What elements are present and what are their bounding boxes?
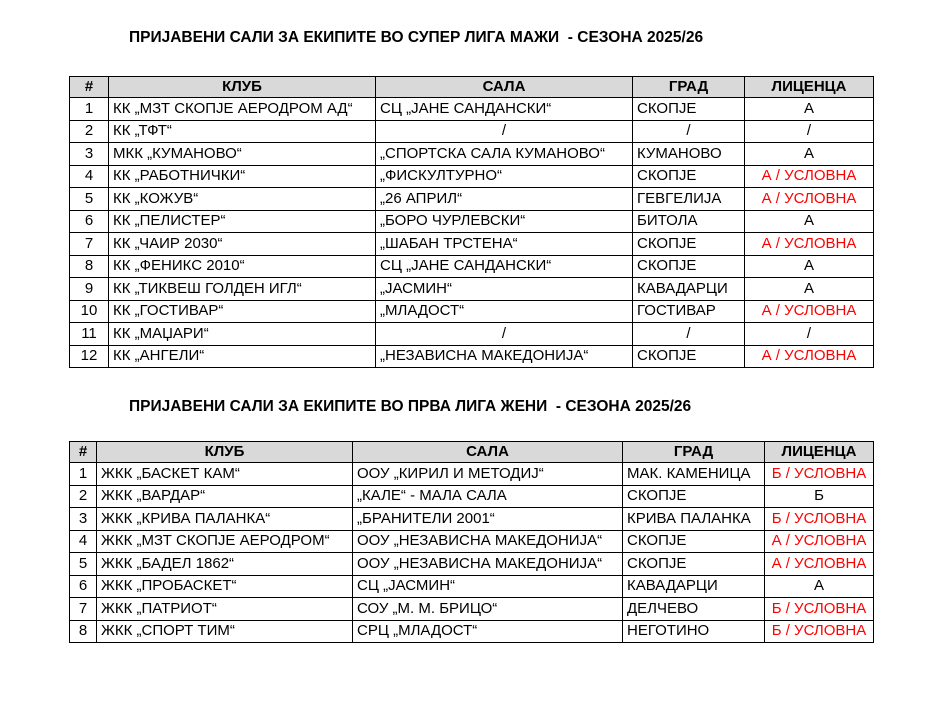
table-row <box>70 553 874 576</box>
club-cell: ЖКК „ПРОБАСКЕТ“ <box>97 575 353 598</box>
city-cell: СКОПЈЕ <box>623 553 765 576</box>
row-number-cell: 12 <box>70 345 109 368</box>
city-cell: СКОПЈЕ <box>633 255 745 278</box>
table-row <box>70 485 874 508</box>
hall-cell: СРЦ „МЛАДОСТ“ <box>353 620 623 643</box>
license-cell: / <box>745 323 874 346</box>
license-cell: А <box>745 255 874 278</box>
hall-cell: ООУ „КИРИЛ И МЕТОДИЈ“ <box>353 463 623 486</box>
city-cell: / <box>633 120 745 143</box>
club-cell: КК „МАЏАРИ“ <box>109 323 376 346</box>
table-header-row <box>70 442 874 463</box>
hall-cell: / <box>376 323 633 346</box>
club-cell: ЖКК „СПОРТ ТИМ“ <box>97 620 353 643</box>
club-cell: ЖКК „БАДЕЛ 1862“ <box>97 553 353 576</box>
license-cell: А <box>745 143 874 166</box>
table-row <box>70 300 874 323</box>
row-number-cell: 8 <box>70 255 109 278</box>
row-number-cell: 1 <box>70 463 97 486</box>
city-cell: КРИВА ПАЛАНКА <box>623 508 765 531</box>
hall-cell: СЦ „ЈАНЕ САНДАНСКИ“ <box>376 255 633 278</box>
city-cell: / <box>633 323 745 346</box>
license-cell: Б / УСЛОВНА <box>765 463 874 486</box>
header-hall: САЛА <box>353 442 623 463</box>
city-cell: БИТОЛА <box>633 210 745 233</box>
city-cell: НЕГОТИНО <box>623 620 765 643</box>
city-cell: СКОПЈЕ <box>633 345 745 368</box>
table-row <box>70 575 874 598</box>
club-cell: КК „АНГЕЛИ“ <box>109 345 376 368</box>
hall-cell: „ШАБАН ТРСТЕНА“ <box>376 233 633 256</box>
club-cell: КК „МЗТ СКОПЈЕ АЕРОДРОМ АД“ <box>109 98 376 121</box>
license-cell: А / УСЛОВНА <box>745 188 874 211</box>
club-cell: КК „ПЕЛИСТЕР“ <box>109 210 376 233</box>
women-halls-table <box>69 441 874 643</box>
table-row <box>70 323 874 346</box>
club-cell: КК „РАБОТНИЧКИ“ <box>109 165 376 188</box>
city-cell: СКОПЈЕ <box>623 485 765 508</box>
women-league-title: ПРИЈАВЕНИ САЛИ ЗА ЕКИПИТЕ ВО ПРВА ЛИГА ЖЕНИ - СЕЗОНА 2025/26 <box>129 398 692 415</box>
row-number-cell: 9 <box>70 278 109 301</box>
hall-cell: СОУ „М. М. БРИЦО“ <box>353 598 623 621</box>
club-cell: КК „ГОСТИВАР“ <box>109 300 376 323</box>
table-row <box>70 165 874 188</box>
license-cell: А <box>765 575 874 598</box>
club-cell: ЖКК „КРИВА ПАЛАНКА“ <box>97 508 353 531</box>
license-cell: Б / УСЛОВНА <box>765 508 874 531</box>
license-cell: А <box>745 278 874 301</box>
table-row <box>70 233 874 256</box>
women-table-body <box>70 463 874 643</box>
license-cell: Б / УСЛОВНА <box>765 620 874 643</box>
hall-cell: СЦ „ЈАСМИН“ <box>353 575 623 598</box>
men-league-title: ПРИЈАВЕНИ САЛИ ЗА ЕКИПИТЕ ВО СУПЕР ЛИГА МАЖИ - СЕЗОНА 2025/26 <box>129 29 704 46</box>
row-number-cell: 7 <box>70 233 109 256</box>
club-cell: КК „ТИКВЕШ ГОЛДЕН ИГЛ“ <box>109 278 376 301</box>
hall-cell: ООУ „НЕЗАВИСНА МАКЕДОНИЈА“ <box>353 530 623 553</box>
city-cell: ГЕВГЕЛИЈА <box>633 188 745 211</box>
hall-cell: / <box>376 120 633 143</box>
city-cell: КАВАДАРЦИ <box>623 575 765 598</box>
city-cell: СКОПЈЕ <box>633 165 745 188</box>
license-cell: Б / УСЛОВНА <box>765 598 874 621</box>
city-cell: КАВАДАРЦИ <box>633 278 745 301</box>
header-license: ЛИЦЕНЦА <box>745 77 874 98</box>
license-cell: А / УСЛОВНА <box>745 300 874 323</box>
men-halls-table <box>69 76 874 368</box>
row-number-cell: 1 <box>70 98 109 121</box>
hall-cell: „НЕЗАВИСНА МАКЕДОНИЈА“ <box>376 345 633 368</box>
table-row <box>70 508 874 531</box>
club-cell: КК „ТФТ“ <box>109 120 376 143</box>
header-license: ЛИЦЕНЦА <box>765 442 874 463</box>
city-cell: СКОПЈЕ <box>623 530 765 553</box>
header-city: ГРАД <box>623 442 765 463</box>
hall-cell: СЦ „ЈАНЕ САНДАНСКИ“ <box>376 98 633 121</box>
club-cell: ЖКК „ПАТРИОТ“ <box>97 598 353 621</box>
table-header-row <box>70 77 874 98</box>
license-cell: Б <box>765 485 874 508</box>
city-cell: СКОПЈЕ <box>633 233 745 256</box>
club-cell: КК „ЧАИР 2030“ <box>109 233 376 256</box>
license-cell: А / УСЛОВНА <box>765 530 874 553</box>
header-city: ГРАД <box>633 77 745 98</box>
hall-cell: ООУ „НЕЗАВИСНА МАКЕДОНИЈА“ <box>353 553 623 576</box>
table-row <box>70 620 874 643</box>
header-club: КЛУБ <box>109 77 376 98</box>
city-cell: КУМАНОВО <box>633 143 745 166</box>
club-cell: КК „ФЕНИКС 2010“ <box>109 255 376 278</box>
header-num: # <box>70 442 97 463</box>
table-row <box>70 530 874 553</box>
header-club: КЛУБ <box>97 442 353 463</box>
city-cell: ГОСТИВАР <box>633 300 745 323</box>
header-hall: САЛА <box>376 77 633 98</box>
city-cell: ДЕЛЧЕВО <box>623 598 765 621</box>
hall-cell: „БОРО ЧУРЛЕВСКИ“ <box>376 210 633 233</box>
hall-cell: „ФИСКУЛТУРНО“ <box>376 165 633 188</box>
table-row <box>70 345 874 368</box>
license-cell: А / УСЛОВНА <box>765 553 874 576</box>
row-number-cell: 11 <box>70 323 109 346</box>
hall-cell: „26 АПРИЛ“ <box>376 188 633 211</box>
row-number-cell: 4 <box>70 530 97 553</box>
table-row <box>70 188 874 211</box>
table-row <box>70 255 874 278</box>
hall-cell: „СПОРТСКА САЛА КУМАНОВО“ <box>376 143 633 166</box>
table-row <box>70 210 874 233</box>
license-cell: А / УСЛОВНА <box>745 233 874 256</box>
row-number-cell: 5 <box>70 553 97 576</box>
table-row <box>70 598 874 621</box>
row-number-cell: 4 <box>70 165 109 188</box>
license-cell: А <box>745 210 874 233</box>
license-cell: А <box>745 98 874 121</box>
hall-cell: „МЛАДОСТ“ <box>376 300 633 323</box>
license-cell: А / УСЛОВНА <box>745 345 874 368</box>
row-number-cell: 6 <box>70 575 97 598</box>
club-cell: ЖКК „МЗТ СКОПЈЕ АЕРОДРОМ“ <box>97 530 353 553</box>
club-cell: КК „КОЖУВ“ <box>109 188 376 211</box>
club-cell: МКК „КУМАНОВО“ <box>109 143 376 166</box>
row-number-cell: 5 <box>70 188 109 211</box>
table-row <box>70 98 874 121</box>
row-number-cell: 2 <box>70 485 97 508</box>
club-cell: ЖКК „ВАРДАР“ <box>97 485 353 508</box>
city-cell: МАК. КАМЕНИЦА <box>623 463 765 486</box>
row-number-cell: 7 <box>70 598 97 621</box>
row-number-cell: 2 <box>70 120 109 143</box>
row-number-cell: 10 <box>70 300 109 323</box>
header-num: # <box>70 77 109 98</box>
hall-cell: „КАЛЕ“ - МАЛА САЛА <box>353 485 623 508</box>
row-number-cell: 8 <box>70 620 97 643</box>
row-number-cell: 6 <box>70 210 109 233</box>
hall-cell: „ЈАСМИН“ <box>376 278 633 301</box>
license-cell: / <box>745 120 874 143</box>
table-row <box>70 120 874 143</box>
club-cell: ЖКК „БАСКЕТ КАМ“ <box>97 463 353 486</box>
city-cell: СКОПЈЕ <box>633 98 745 121</box>
men-table-body <box>70 98 874 368</box>
hall-cell: „БРАНИТЕЛИ 2001“ <box>353 508 623 531</box>
license-cell: А / УСЛОВНА <box>745 165 874 188</box>
table-row <box>70 463 874 486</box>
table-row <box>70 143 874 166</box>
row-number-cell: 3 <box>70 508 97 531</box>
row-number-cell: 3 <box>70 143 109 166</box>
table-row <box>70 278 874 301</box>
